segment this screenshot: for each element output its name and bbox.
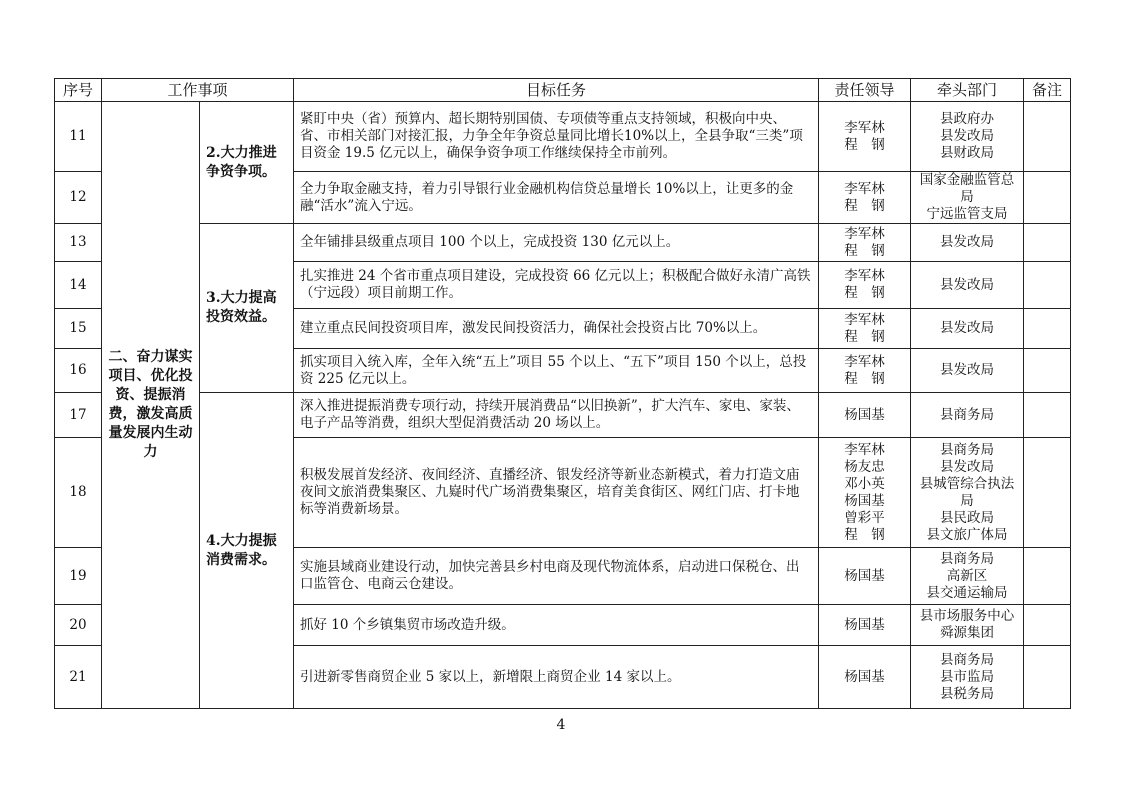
work-task-table [54, 78, 1071, 709]
task-cell: 抓实项目入统入库，全年入统“五上”项目 55 个以上、“五下”项目 150 个以上，总投资 225 亿元以上。 [294, 349, 819, 393]
subcategory-cell: 2.大力推进争资争项。 [200, 102, 294, 224]
subcategory-cell: 3.大力提高投资效益。 [200, 224, 294, 393]
subcategory-cell: 4.大力提振消费需求。 [200, 393, 294, 709]
leader-cell: 杨国基 [819, 393, 911, 438]
header-work: 工作事项 [102, 79, 294, 102]
note-cell [1024, 172, 1071, 224]
dept-cell: 县发改局 [911, 309, 1024, 349]
task-cell: 扎实推进 24 个省市重点项目建设，完成投资 66 亿元以上；积极配合做好永清广高铁（宁远段）项目前期工作。 [294, 262, 819, 309]
leader-cell: 李军林 程 钢 [819, 349, 911, 393]
dept-cell: 县发改局 [911, 224, 1024, 262]
header-leader: 责任领导 [819, 79, 911, 102]
header-seq: 序号 [55, 79, 102, 102]
row-number: 14 [55, 262, 102, 309]
note-cell [1024, 224, 1071, 262]
note-cell [1024, 349, 1071, 393]
row-number: 20 [55, 605, 102, 646]
note-cell [1024, 438, 1071, 548]
dept-cell: 县商务局 高新区 县交通运输局 [911, 548, 1024, 605]
note-cell [1024, 309, 1071, 349]
task-cell: 实施县域商业建设行动，加快完善县乡村电商及现代物流体系，启动进口保税仓、出口监管仓、电商云仓建设。 [294, 548, 819, 605]
row-number: 13 [55, 224, 102, 262]
dept-cell: 县政府办 县发改局 县财政局 [911, 102, 1024, 172]
dept-cell: 县商务局 [911, 393, 1024, 438]
note-cell [1024, 262, 1071, 309]
row-number: 18 [55, 438, 102, 548]
dept-cell: 县商务局 县发改局 县城管综合执法局 县民政局 县文旅广体局 [911, 438, 1024, 548]
note-cell [1024, 548, 1071, 605]
task-cell: 建立重点民间投资项目库，激发民间投资活力，确保社会投资占比 70%以上。 [294, 309, 819, 349]
note-cell [1024, 102, 1071, 172]
task-cell: 抓好 10 个乡镇集贸市场改造升级。 [294, 605, 819, 646]
row-number: 12 [55, 172, 102, 224]
task-cell: 全力争取金融支持，着力引导银行业金融机构信贷总量增长 10%以上，让更多的金融“活水”流入宁远。 [294, 172, 819, 224]
header-dept: 牵头部门 [911, 79, 1024, 102]
leader-cell: 李军林 程 钢 [819, 262, 911, 309]
table-row [55, 393, 1071, 438]
dept-cell: 县市场服务中心 舜源集团 [911, 605, 1024, 646]
leader-cell: 杨国基 [819, 548, 911, 605]
leader-cell: 李军林 程 钢 [819, 224, 911, 262]
row-number: 16 [55, 349, 102, 393]
row-number: 11 [55, 102, 102, 172]
task-cell: 深入推进提振消费专项行动，持续开展消费品“以旧换新”，扩大汽车、家电、家装、电子产品等消费，组织大型促消费活动 20 场以上。 [294, 393, 819, 438]
table-row [55, 102, 1071, 172]
task-cell: 全年铺排县级重点项目 100 个以上，完成投资 130 亿元以上。 [294, 224, 819, 262]
header-row [55, 79, 1071, 102]
leader-cell: 李军林 程 钢 [819, 309, 911, 349]
leader-cell: 李军林 杨友忠 邓小英 杨国基 曾彩平 程 钢 [819, 438, 911, 548]
task-cell: 积极发展首发经济、夜间经济、直播经济、银发经济等新业态新模式，着力打造文庙夜间文旅消费集聚区、九嶷时代广场消费集聚区，培育美食街区、网红门店、打卡地标等消费新场景。 [294, 438, 819, 548]
row-number: 21 [55, 646, 102, 709]
leader-cell: 李军林 程 钢 [819, 172, 911, 224]
note-cell [1024, 605, 1071, 646]
leader-cell: 杨国基 [819, 605, 911, 646]
dept-cell: 县发改局 [911, 349, 1024, 393]
category-cell: 二、奋力谋实项目、优化投资、提振消费，激发高质量发展内生动力 [102, 102, 200, 709]
table-row [55, 224, 1071, 262]
leader-cell: 李军林 程 钢 [819, 102, 911, 172]
page-number: 4 [556, 717, 566, 733]
row-number: 17 [55, 393, 102, 438]
dept-cell: 国家金融监管总局 宁远监管支局 [911, 172, 1024, 224]
dept-cell: 县发改局 [911, 262, 1024, 309]
leader-cell: 杨国基 [819, 646, 911, 709]
note-cell [1024, 646, 1071, 709]
row-number: 15 [55, 309, 102, 349]
note-cell [1024, 393, 1071, 438]
header-note: 备注 [1024, 79, 1071, 102]
header-target: 目标任务 [294, 79, 819, 102]
task-cell: 紧盯中央（省）预算内、超长期特别国债、专项债等重点支持领域，积极向中央、省、市相关部门对接汇报，力争全年争资总量同比增长10%以上，全县争取“三类”项目资金 19.5 亿元以上，确保争资争项工作继续保持全市前列。 [294, 102, 819, 172]
dept-cell: 县商务局 县市监局 县税务局 [911, 646, 1024, 709]
row-number: 19 [55, 548, 102, 605]
task-cell: 引进新零售商贸企业 5 家以上，新增限上商贸企业 14 家以上。 [294, 646, 819, 709]
